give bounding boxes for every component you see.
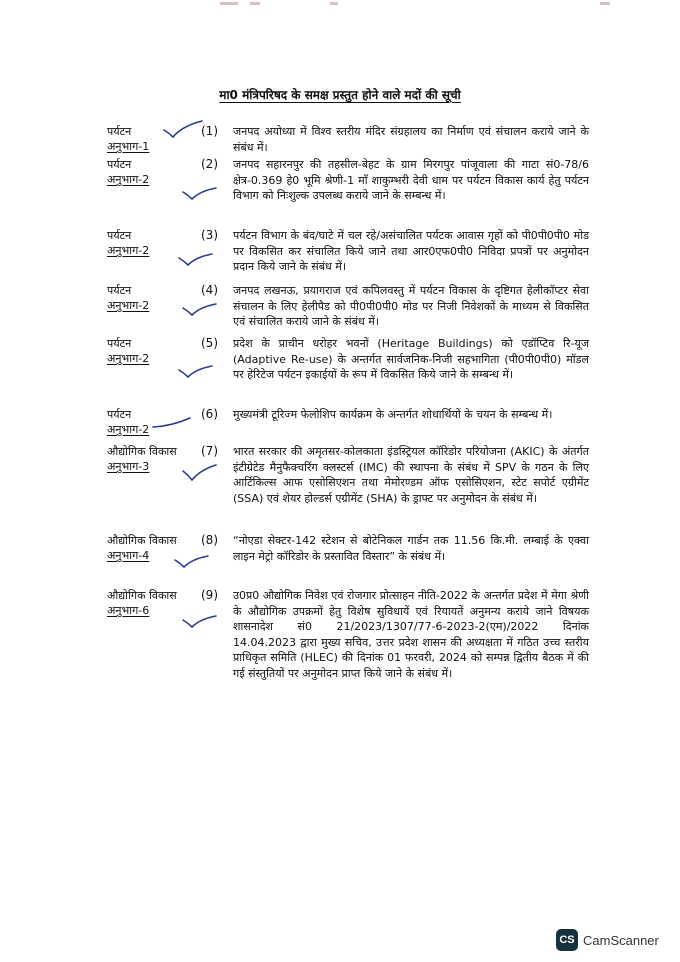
item-number: (1) [201,124,218,138]
item-department: पर्यटन अनुभाग-2 [107,284,150,312]
scan-artifact-marks [180,0,620,8]
item-number: (5) [201,336,218,350]
tick-mark-icon [176,250,216,270]
tick-mark-icon [150,414,194,432]
item-department: पर्यटन अनुभाग-2 [107,229,150,257]
tick-mark-icon [176,362,216,382]
tick-mark-icon [160,118,208,140]
item-text: प्रदेश के प्राचीन धरोहर भवनों (Heritage Buildings) को एडॉप्टिव रि-यूज (Adaptive Re-use) के अन्तर्गत सार्वजनिक-निजी सहभागिता (पी0पी0पी0) मॉडल पर हेरिटेज पर्यटन इकाईयों के रूप में विकसित किये जाने के सम्बन्ध में। [233,337,589,381]
tick-mark-icon [180,462,220,484]
item-text: पर्यटन विभाग के बंद/घाटे में चल रहे/असंचालित पर्यटक आवास गृहों को पी0पी0पी0 मोड पर विकसित कर संचालित किये जाने तथा आर0एफ0पी0 निविदा प्रपत्रों पर अनुमोदन प्रदान किये जाने के संबंध में। [233,229,589,273]
tick-mark-icon [180,612,220,632]
camscanner-logo-icon: CS [556,929,578,951]
item-number: (9) [201,588,218,602]
item-text: उ0प्र0 औद्योगिक निवेश एवं रोजगार प्रोत्साहन नीति-2022 के अन्तर्गत प्रदेश में मेगा श्रेणी के औद्योगिक उपक्रमों हेतु विशेष सुविधायें एवं रियायतें अनुमन्य कराये जाने विषयक शासनादेश सं0 21/2023/1307/77-6-2023-2(एम)/2022 दिनांक 14.04.2023 द्वारा मुख्य सचिव, उत्तर प्रदेश शासन की अध्यक्षता में गठित उच्च स्तरीय प्राधिकृत समिति (HLEC) की दिनांक 01 फरवरी, 2024 को सम्पन्न द्वितीय बैठक में की गई संस्तुतियों पर अनुमोदन प्राप्त किये जाने के संबंध में। [233,589,589,680]
page-title: मा0 मंत्रिपरिषद के समक्ष प्रस्तुत होने वाले मदों की सूची [219,88,461,102]
item-department: औद्योगिक विकास अनुभाग-6 [107,589,177,617]
item-number: (8) [201,533,218,547]
tick-mark-icon [180,300,220,320]
camscanner-watermark [556,927,659,953]
item-department: औद्योगिक विकास अनुभाग-4 [107,534,177,562]
item-department: पर्यटन अनुभाग-2 [107,337,150,365]
item-text: मुख्यमंत्री टूरिज्म फेलोशिप कार्यक्रम के अन्तर्गत शोधार्थियों के चयन के सम्बन्ध में। [233,408,553,421]
item-text: जनपद लखनऊ, प्रयागराज एवं कपिलवस्तु में पर्यटन विकास के दृष्टिगत हेलीकॉप्टर सेवा संचालन के लिए हेलीपैड को पी0पी0पी0 मोड पर निजी निवेशकों के माध्यम से विकसित एवं संचालित कराये जाने के संबंध में। [233,284,589,328]
item-text: जनपद अयोध्या में विश्व स्तरीय मंदिर संग्रहालय का निर्माण एवं संचालन कराये जाने के संबंध में। [233,125,589,154]
item-number: (3) [201,228,218,242]
camscanner-label: CamScanner [583,932,659,948]
item-department: पर्यटन अनुभाग-2 [107,158,150,186]
tick-mark-icon [180,184,220,204]
tick-mark-icon [172,552,212,572]
item-number: (4) [201,283,218,297]
item-text: जनपद सहारनपुर की तहसील-बेहट के ग्राम मिरगपुर पांजूवाला की गाटा सं0-78/6 क्षेत्र-0.369 हे0 भूमि श्रेणी-1 माँ शाकुम्भरी देवी धाम पर पर्यटन विकास कार्य हेतु पर्यटन विभाग को निःशुल्क उपलब्ध कराये जाने के सम्बन्ध में। [233,158,589,202]
item-number: (2) [201,157,218,171]
item-text: भारत सरकार की अमृतसर-कोलकाता इंडस्ट्रियल कॉरिडोर परियोजना (AKIC) के अंतर्गत इंटीग्रेटेड मैनुफैक्चरिंग क्लस्टर्स (IMC) की स्थापना के संबंध में SPV के गठन के लिए आर्टिकिल्स आफ एसोसिएशन तथा मेमोरण्डम ऑफ एसोसिएशन, स्टेट सपोर्ट एग्रीमेंट (SSA) एवं शेयर होल्डर्स एग्रीमेंट (SHA) के ड्राफ्ट पर अनुमोदन के संबंध में। [233,445,589,505]
item-text: “नोएडा सेक्टर-142 स्टेशन से बोटेनिकल गार्डन तक 11.56 कि.मी. लम्बाई के एक्वा लाइन मेट्रो कॉरिडोर के प्रस्तावित विस्तार” के संबंध में। [233,534,589,563]
item-department: औद्योगिक विकास अनुभाग-3 [107,445,177,473]
item-department: पर्यटन अनुभाग-1 [107,125,150,153]
item-department: पर्यटन अनुभाग-2 [107,408,150,436]
item-number: (7) [201,444,218,458]
item-number: (6) [201,407,218,421]
